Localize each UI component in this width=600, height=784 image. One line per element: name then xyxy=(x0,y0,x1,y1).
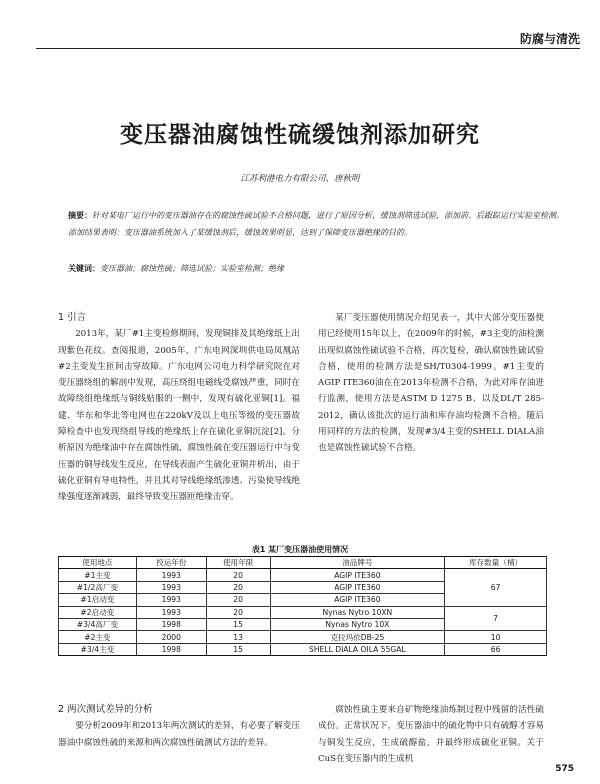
table-header-cell: 库存数量（桶） xyxy=(445,557,547,569)
header-section-label: 防腐与清洗 xyxy=(519,32,580,46)
section2-heading: 2 两次测试差异的分析 xyxy=(58,704,153,715)
section1-heading: 1 引言 xyxy=(58,312,87,323)
table-cell: 15 xyxy=(206,618,270,630)
table-row xyxy=(59,569,547,581)
table-cell: Nynas Nytro 10XN xyxy=(270,606,445,618)
table-row xyxy=(59,643,547,655)
section1-paragraph-2: 某厂变压器使用情况介绍见表一，其中大部分变压器使用已经使用15年以上，在2009年的时候，#3主变的油检测出现似腐蚀性硫试验不合格，再次复检，确认腐蚀性硫试验合格，使用的检测方法是SH/T0304-1999。#1主变的AGIP ITE360油在在2013年检测不合格，为此对库存油进行监测，使用方法是ASTM D 1275 B、以及DL/T 285-2012，确认该批次的运行油和库存油均检测不合格。随后用同样的方法的检测，发现#3/4主变的SHELL DIALA油也是腐蚀性硫试验不合格。 xyxy=(318,313,544,454)
table-cell: 1993 xyxy=(136,569,206,581)
table-cell: 20 xyxy=(206,606,270,618)
table-cell: 1998 xyxy=(136,618,206,630)
table-row xyxy=(59,606,547,618)
table-cell: 20 xyxy=(206,581,270,593)
table-cell: 克拉玛依DB-25 xyxy=(270,631,445,643)
table-cell: #1启动变 xyxy=(59,594,137,606)
page-number: 575 xyxy=(555,764,574,774)
table-header-cell: 使用地点 xyxy=(59,557,137,569)
section1-column-right xyxy=(318,310,544,457)
table-cell: 1998 xyxy=(136,643,206,655)
author-line: 江苏利港电力有限公司、唐秋明 xyxy=(240,174,360,184)
table-cell-stock: 66 xyxy=(445,643,547,655)
table-cell: 1993 xyxy=(136,606,206,618)
keywords-text: 变压器油；腐蚀性硫；筛选试验；实验室检测；绝缘 xyxy=(100,264,284,273)
table-header-cell: 使用年限 xyxy=(206,557,270,569)
table-header-cell: 投运年份 xyxy=(136,557,206,569)
abstract-text: 针对某电厂运行中的变压器油存在的腐蚀性硫试验不合格问题，进行了原因分析，缓蚀剂筛选试验，添加前、后跟踪运行实验室检测。添加结果表明：变压器油系统加入了某缓蚀剂后，缓蚀效果明显，达到了保障变压器绝缘的目的。 xyxy=(68,211,564,237)
keywords-label: 关键词： xyxy=(68,264,100,273)
section2-column-left xyxy=(58,702,300,751)
abstract-label: 摘要： xyxy=(68,211,92,220)
table-cell-stock: 67 xyxy=(445,569,547,606)
oil-usage-table xyxy=(58,556,547,656)
table-cell: AGIP ITE360 xyxy=(270,594,445,606)
table-cell: #1/2高厂变 xyxy=(59,581,137,593)
section2-column-right xyxy=(318,702,544,767)
table-cell: 15 xyxy=(206,643,270,655)
table-cell: #2启动变 xyxy=(59,606,137,618)
section2-paragraph-1: 要分析2009年和2013年两次测试的差异，有必要了解变压器油中腐蚀性硫的来源和两次腐蚀性硫测试方法的差异。 xyxy=(58,721,300,748)
abstract xyxy=(68,207,564,241)
section1-column-left xyxy=(58,310,300,506)
table-cell: #2主变 xyxy=(59,631,137,643)
table-header-cell: 油品牌号 xyxy=(270,557,445,569)
table-cell: AGIP ITE360 xyxy=(270,569,445,581)
table-cell: #3/4高厂变 xyxy=(59,618,137,630)
table-cell: 1993 xyxy=(136,581,206,593)
table-cell: 20 xyxy=(206,594,270,606)
table-header-row xyxy=(59,557,547,569)
table-cell-stock: 7 xyxy=(445,606,547,631)
table-cell: SHELL DIALA OILA 55GAL xyxy=(270,643,445,655)
article-title: 变压器油腐蚀性硫缓蚀剂添加研究 xyxy=(120,122,480,148)
table-cell: AGIP ITE360 xyxy=(270,581,445,593)
table-cell: Nynas Nytro 10X xyxy=(270,618,445,630)
table-cell: 2000 xyxy=(136,631,206,643)
table-row xyxy=(59,631,547,643)
table-cell-stock: 10 xyxy=(445,631,547,643)
table-cell: 1993 xyxy=(136,594,206,606)
section1-paragraph-1: 2013年，某厂#1主变检修期间，发现铜排及其绝缘纸上出现紫色花纹。查阅报道，2005年，广东电网深圳供电局凤凰站#2主变发生匝间击穿故障。广东电网公司电力科学研究院在对变压器绕组的解剖中发现，高压绕组电磁线受腐蚀严重，同时在故障绕组绝缘纸与铜线贴服的一侧中，发现有硫化亚铜[1]。福建、华东和华北等电网也在220kV及以上电压等级的变压器故障检查中也发现绕组导线的绝缘纸上存在硫化亚铜沉淀[2]。分析原因为绝缘油中存在腐蚀性硫，腐蚀性硫在变压器运行中与变压器的铜导线发生反应，在导线表面产生硫化亚铜并析出，由于硫化亚铜有导电特性，并且其对导线绝缘纸渗透、污染使导线绝缘强度逐渐减弱，最终导致变压器匝绝缘击穿。 xyxy=(58,329,300,503)
table-cell: 13 xyxy=(206,631,270,643)
table-cell: #3/4主变 xyxy=(59,643,137,655)
table-cell: #1主变 xyxy=(59,569,137,581)
section2-paragraph-2: 腐蚀性硫主要来自矿物绝缘油炼制过程中残留的活性硫成份。正常状况下，变压器油中的硫化物中只有硫醇才容易与铜发生反应，生成硫醇盐，并最终形成硫化亚铜。关于CuS在变压器内的生成机 xyxy=(318,705,544,764)
keywords xyxy=(68,262,564,276)
header-rule xyxy=(36,48,580,49)
table-cell: 20 xyxy=(206,569,270,581)
table-caption: 表1 某厂变压器油使用情况 xyxy=(251,545,349,554)
